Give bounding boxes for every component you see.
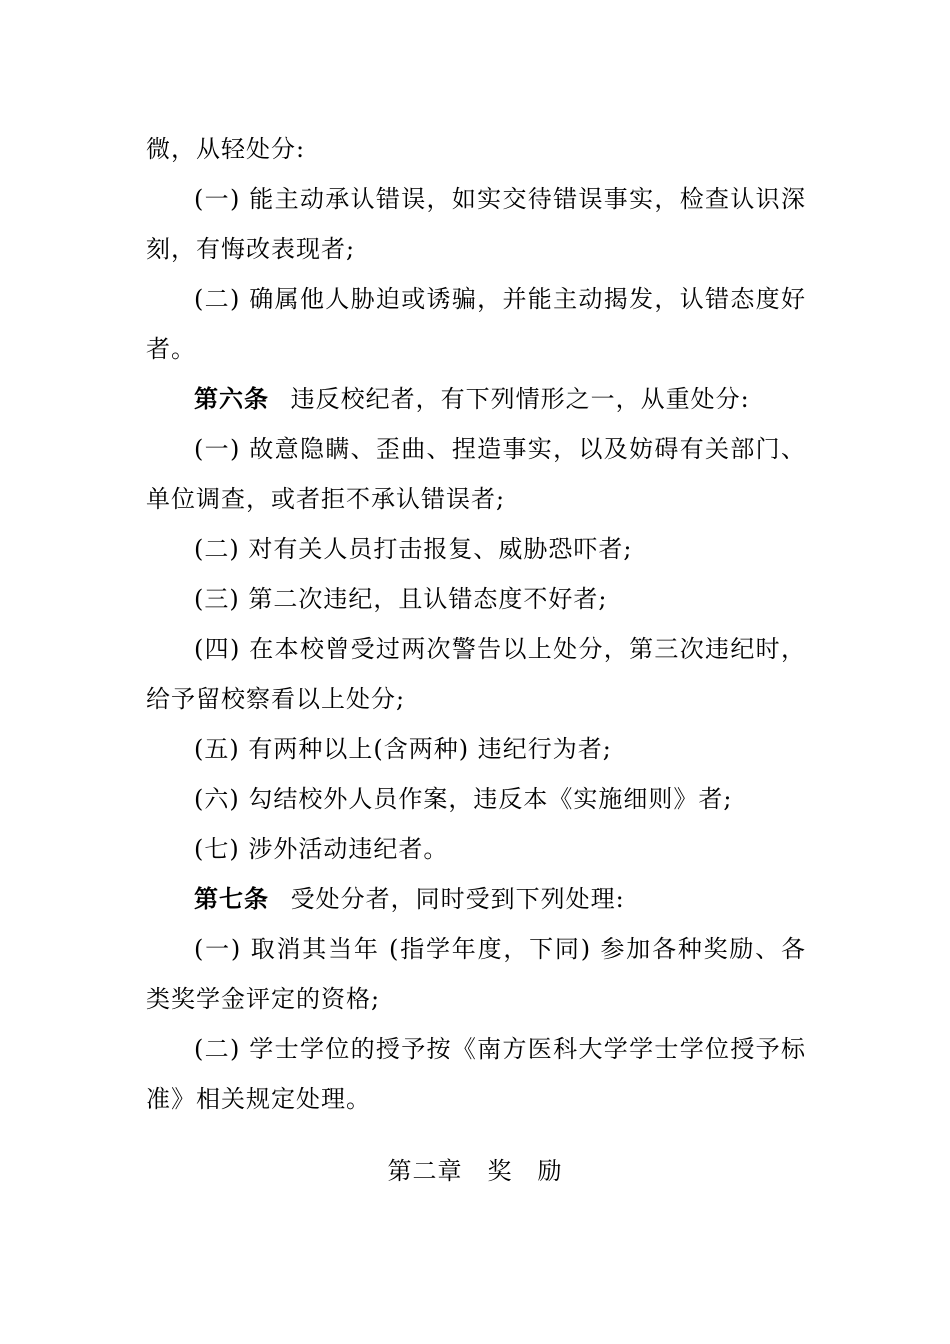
article-6-text: 违反校纪者，有下列情形之一，从重处分: <box>290 385 750 413</box>
body-text <box>146 124 806 1124</box>
clause-2-lenient: (二) 确属他人胁迫或诱骗，并能主动揭发，认错态度好者。 <box>146 285 806 363</box>
article-6 <box>146 374 806 424</box>
paragraph-continuation: 微，从轻处分: <box>146 135 306 163</box>
article-6-label: 第六条 <box>194 384 269 413</box>
article-7-text: 受处分者，同时受到下列处理: <box>290 885 625 913</box>
clause-7-severe: (七) 涉外活动违纪者。 <box>194 835 449 863</box>
clause-1-severe: (一) 故意隐瞒、歪曲、捏造事实，以及妨碍有关部门、单位调查，或者拒不承认错误者; <box>146 435 806 513</box>
chapter-title: 第二章 奖 励 <box>387 1157 563 1185</box>
clause-5-severe: (五) 有两种以上(含两种) 违纪行为者; <box>194 735 612 763</box>
clause-1-consequence: (一) 取消其当年 (指学年度，下同) 参加各种奖励、各类奖学金评定的资格; <box>146 935 806 1013</box>
clause-1-lenient: (一) 能主动承认错误，如实交待错误事实，检查认识深刻，有悔改表现者; <box>146 185 806 263</box>
clause-3-severe: (三) 第二次违纪，且认错态度不好者; <box>194 585 608 613</box>
article-7 <box>146 874 806 924</box>
clause-6-severe: (六) 勾结校外人员作案，违反本《实施细则》者; <box>194 785 733 813</box>
clause-4-severe: (四) 在本校曾受过两次警告以上处分，第三次违纪时，给予留校察看以上处分; <box>146 635 806 713</box>
clause-2-consequence: (二) 学士学位的授予按《南方医科大学学士学位授予标准》相关规定处理。 <box>146 1035 806 1113</box>
clause-2-severe: (二) 对有关人员打击报复、威胁恐吓者; <box>194 535 633 563</box>
article-7-label: 第七条 <box>194 884 269 913</box>
